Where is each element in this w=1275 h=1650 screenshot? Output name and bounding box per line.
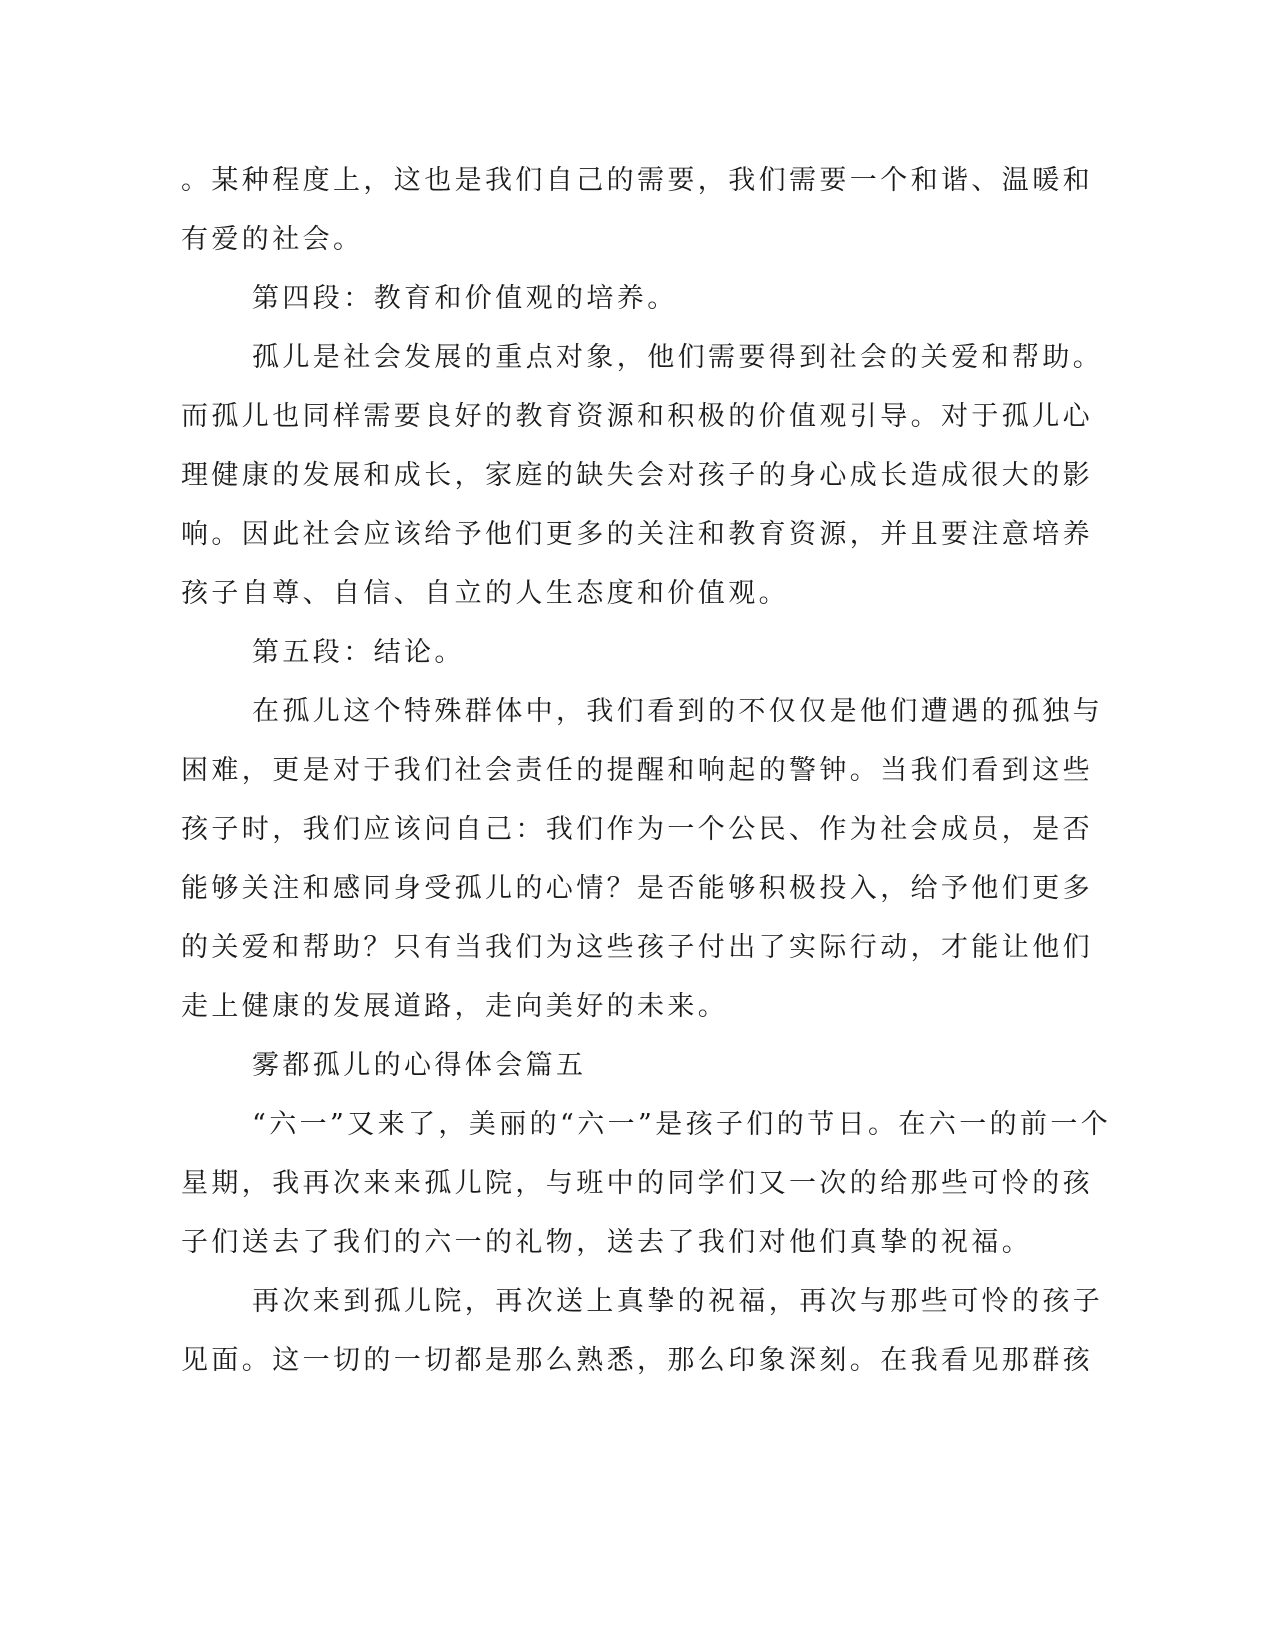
section-heading: 第四段：教育和价值观的培养。 — [252, 283, 678, 314]
text-line: 孩子时，我们应该问自己：我们作为一个公民、作为社会成员，是否 — [181, 814, 1093, 845]
section-heading: 第五段：结论。 — [252, 637, 465, 668]
text-line: 再次来到孤儿院，再次送上真挚的祝福，再次与那些可怜的孩子 — [252, 1286, 1104, 1317]
text-line: 响。因此社会应该给予他们更多的关注和教育资源，并且要注意培养 — [181, 519, 1093, 550]
text-line: 子们送去了我们的六一的礼物，送去了我们对他们真挚的祝福。 — [181, 1227, 1033, 1258]
text-line: 的关爱和帮助？只有当我们为这些孩子付出了实际行动，才能让他们 — [181, 932, 1093, 963]
text-line: 而孤儿也同样需要良好的教育资源和积极的价值观引导。对于孤儿心 — [181, 401, 1093, 432]
text-line: 孤儿是社会发展的重点对象，他们需要得到社会的关爱和帮助。 — [252, 342, 1104, 373]
text-line: 困难，更是对于我们社会责任的提醒和响起的警钟。当我们看到这些 — [181, 755, 1093, 786]
text-line: 能够关注和感同身受孤儿的心情？是否能够积极投入，给予他们更多 — [181, 873, 1093, 904]
text-line: 走上健康的发展道路，走向美好的未来。 — [181, 991, 729, 1022]
text-line: 理健康的发展和成长，家庭的缺失会对孩子的身心成长造成很大的影 — [181, 460, 1093, 491]
text-line: 。某种程度上，这也是我们自己的需要，我们需要一个和谐、温暖和 — [181, 165, 1093, 196]
text-line: 见面。这一切的一切都是那么熟悉，那么印象深刻。在我看见那群孩 — [181, 1345, 1093, 1376]
text-line: 有爱的社会。 — [181, 224, 364, 255]
text-line: 星期，我再次来来孤儿院，与班中的同学们又一次的给那些可怜的孩 — [181, 1168, 1093, 1199]
article-title: 雾都孤儿的心得体会篇五 — [252, 1050, 587, 1081]
text-line: 在孤儿这个特殊群体中，我们看到的不仅仅是他们遭遇的孤独与 — [252, 696, 1104, 727]
text-line: “六一”又来了，美丽的“六一”是孩子们的节日。在六一的前一个 — [252, 1109, 1112, 1140]
text-line: 孩子自尊、自信、自立的人生态度和价值观。 — [181, 578, 789, 609]
